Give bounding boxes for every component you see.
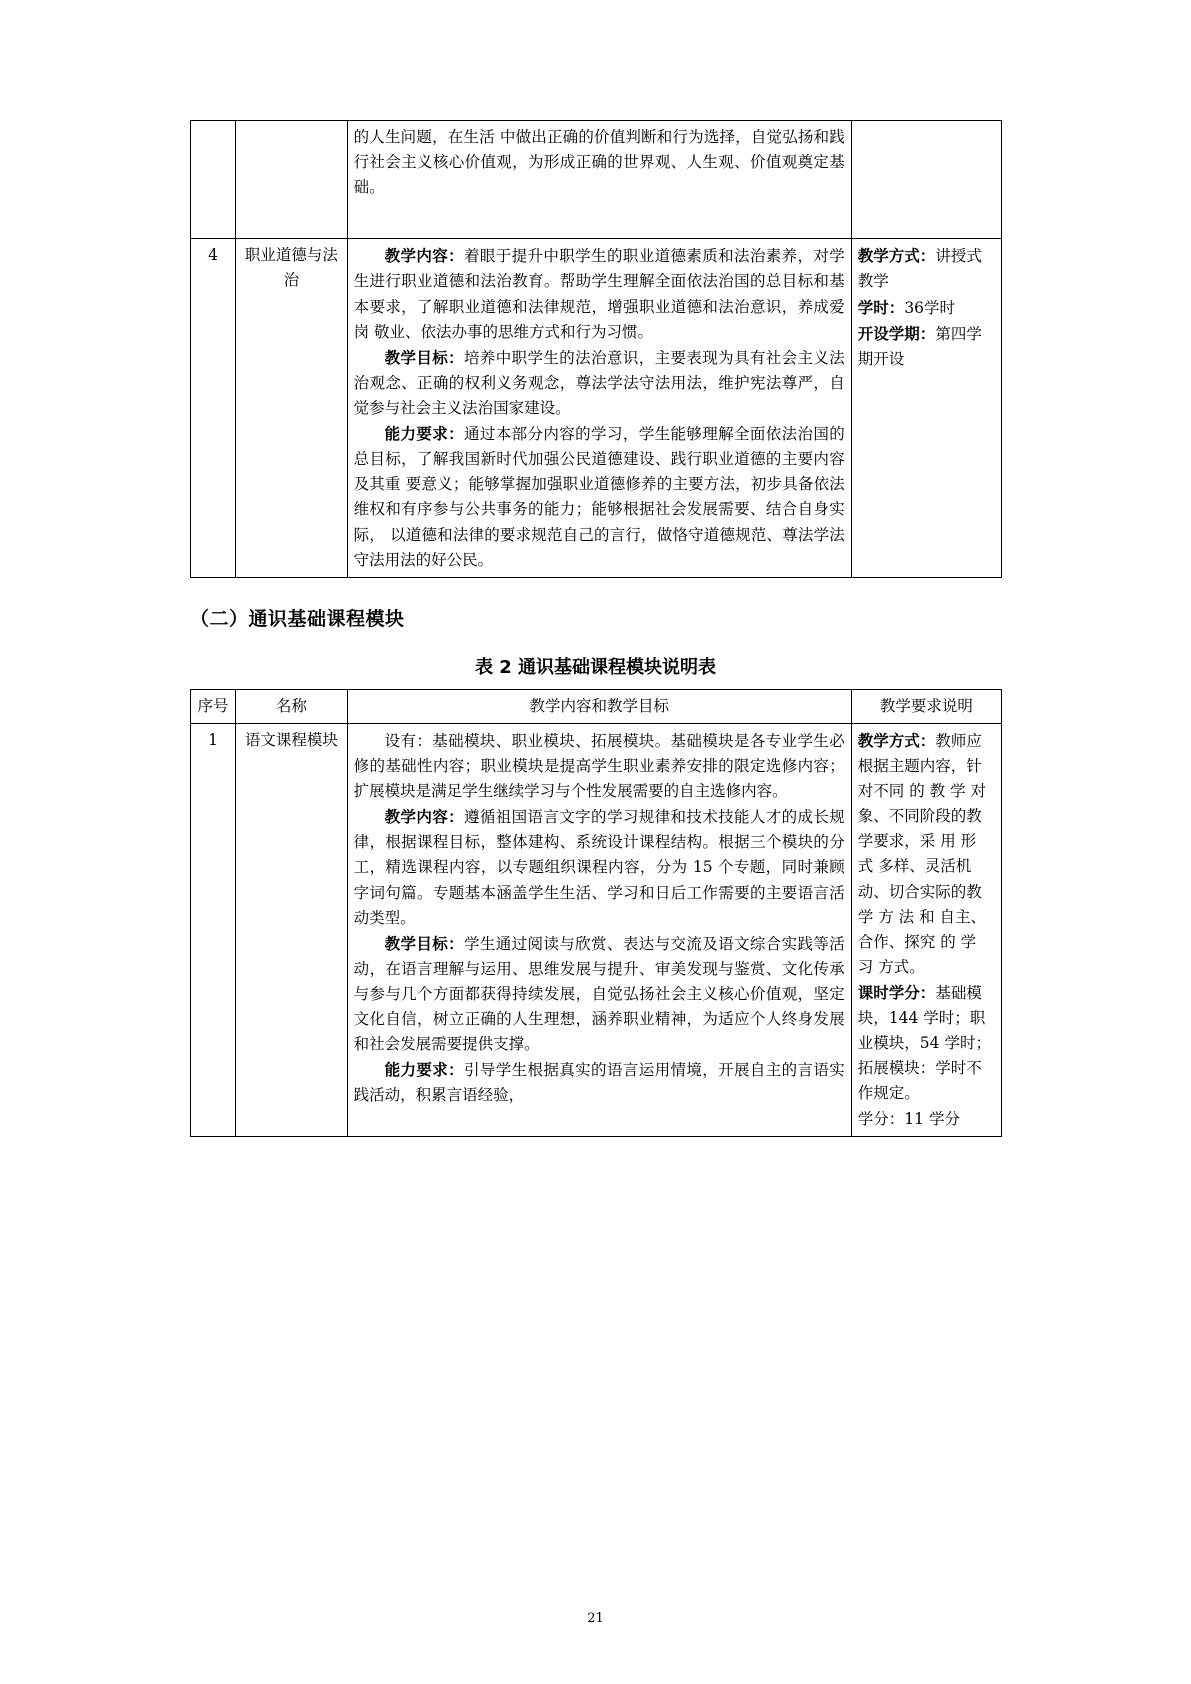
row-requirement-cell — [851, 723, 1001, 1136]
content-text: 通过本部分内容的学习，学生能够理解全面依法治国的总目标，了解我国新时代加强公民道德建设、践行职业道德的主要内容及其重 要意义；能够掌握加强职业道德修养的主要方法，初步具备依法维权和有序参与公共事务的能力；能够根据社会发展需要、结合自身实际， 以道德和法律的要求规范自己的言行，做恪守道德规范、尊法学法守法用法的好公民。 — [353, 425, 845, 569]
content-text: 培养中职学生的法治意识，主要表现为具有社会主义法治观念、正确的权利义务观念，尊法学法守法用法，维护宪法尊严，自觉参与社会主义法治国家建设。 — [353, 348, 845, 417]
content-paragraph — [354, 421, 845, 573]
continuation-paragraph: 的人生问题，在生活 中做出正确的价值判断和行为选择，自觉弘扬和践行社会主义核心价值观，为形成正确的世界观、人生观、价值观奠定基础。 — [353, 128, 845, 197]
table-row — [191, 723, 1002, 1136]
requirement-block — [858, 728, 995, 980]
content-paragraph — [354, 931, 845, 1058]
table-caption: 表 2 通识基础课程模块说明表 — [474, 656, 717, 678]
general-education-module-table — [190, 689, 1002, 1137]
requirement-label: 开设学期： — [857, 323, 936, 343]
row-number-cell: 4 — [191, 239, 236, 577]
page-number: 21 — [587, 1611, 604, 1626]
requirement-label: 课时学分： — [857, 982, 936, 1002]
row-number-cell: 1 — [191, 723, 236, 1136]
content-text: 学生通过阅读与欣赏、表达与交流及语文综合实践等活动，在语言理解与运用、思维发展与提升、审美发现与鉴赏、文化传承与参与几个方面都获得持续发展，自觉弘扬社会主义核心价值观，坚定文化自信，树立正确的人生理想，涵养职业精神，为适应个人终身发展和社会发展需要提供支撑。 — [353, 934, 845, 1054]
header-cell-no: 序号 — [191, 689, 236, 723]
content-label: 能力要求： — [384, 424, 465, 444]
content-label: 教学内容： — [384, 807, 465, 827]
content-label: 教学目标： — [384, 933, 465, 953]
header-cell-name: 名称 — [236, 689, 348, 723]
requirement-text: 学分：11 学分 — [857, 1109, 960, 1128]
header-cell-requirement: 教学要求说明 — [851, 689, 1001, 723]
content-text: 遵循祖国语言文字的学习规律和技术技能人才的成长规律，根据课程目标，整体建构、系统设计课程结构。根据三个模块的分工，精选课程内容，以专题组织课程内容，分为 15 个专题，同时兼顾字词句篇。专题基本涵盖学生生活、学习和日后工作需要的主要语言活动类型。 — [353, 808, 845, 927]
requirement-block — [858, 980, 995, 1107]
course-name-label: 职业道德与法治 — [244, 246, 338, 290]
requirement-block — [858, 295, 995, 321]
requirement-block — [858, 321, 995, 372]
requirement-text: 基础模块，144 学时；职业模块，54 学时；拓展模块：学时不作规定。 — [857, 983, 991, 1103]
row-number-cell — [191, 121, 236, 239]
content-paragraph — [354, 728, 845, 804]
row-content-cell — [347, 239, 851, 577]
course-name-label: 语文课程模块 — [244, 730, 338, 749]
row-name-cell — [236, 723, 348, 1136]
content-paragraph — [354, 243, 845, 344]
row-name-cell — [236, 121, 348, 239]
row-name-cell — [236, 239, 348, 577]
row-requirement-cell — [851, 239, 1001, 577]
requirement-text: 讲授式教学 — [857, 247, 982, 291]
requirement-label: 教学方式： — [857, 730, 936, 750]
content-text: 引导学生根据真实的语言运用情境，开展自主的言语实践活动，积累言语经验， — [353, 1061, 845, 1105]
requirement-label: 教学方式： — [857, 246, 936, 266]
content-paragraph — [354, 1057, 845, 1108]
table-header-row — [191, 689, 1002, 723]
table-row — [191, 121, 1002, 239]
requirement-text: 教师应根据主题内容，针对不同 的 教 学 对象、不同阶段的教学要求，采 用 形 式 多样、灵活机动、切合实际的教学 方 法 和 自主、合作、探究 的 学 习 方式。 — [857, 731, 987, 976]
row-requirement-cell — [851, 121, 1001, 239]
content-label: 教学内容： — [384, 246, 465, 266]
content-paragraph — [354, 804, 845, 931]
content-text: 设有：基础模块、职业模块、拓展模块。基础模块是各专业学生必修的基础性内容；职业模块是提高学生职业素养安排的限定选修内容；扩展模块是满足学生继续学习与个性发展需要的自主选修内容。 — [353, 731, 845, 801]
row-content-cell — [347, 121, 851, 239]
requirement-block — [858, 1107, 995, 1132]
requirement-block — [858, 243, 995, 294]
row-content-cell — [347, 723, 851, 1136]
table-row — [191, 239, 1002, 577]
section-heading: （二）通识基础课程模块 — [190, 607, 405, 630]
header-cell-content: 教学内容和教学目标 — [347, 689, 851, 723]
content-label: 能力要求： — [384, 1060, 465, 1080]
content-text: 着眼于提升中职学生的职业道德素质和法治素养，对学生进行职业道德和法治教育。帮助学生理解全面依法治国的总目标和基本要求，了解职业道德和法律规范，增强职业道德和法治意识，养成爱岗 敬业、依法办事的思维方式和行为习惯。 — [353, 247, 845, 341]
course-module-table-continued — [190, 120, 1002, 578]
requirement-text: 36学时 — [904, 298, 956, 317]
content-paragraph — [354, 345, 845, 421]
requirement-label: 学时： — [857, 297, 905, 317]
requirement-text: 第四学期开设 — [857, 324, 982, 368]
content-label: 教学目标： — [384, 347, 465, 367]
